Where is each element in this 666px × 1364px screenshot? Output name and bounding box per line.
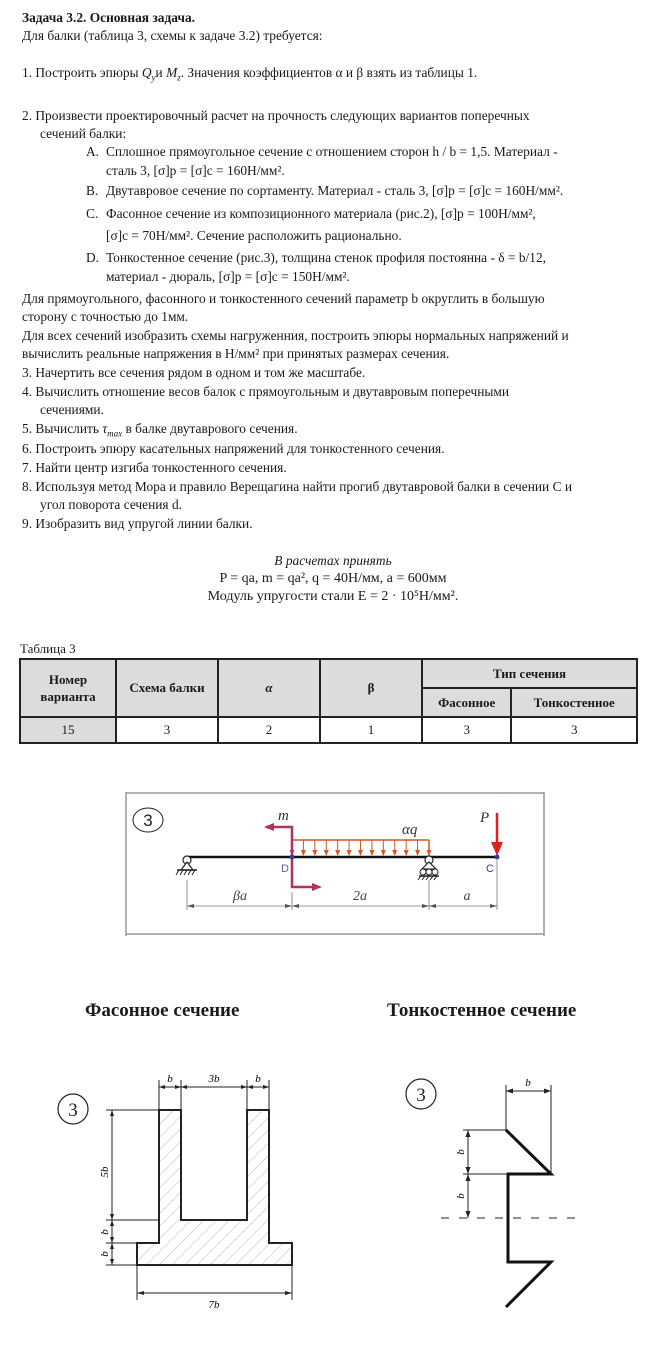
shaped-section-title: Фасонное сечение [85, 1000, 240, 1021]
pin-support [176, 856, 197, 875]
task-title: Задача 3.2. Основная задача. [22, 10, 195, 25]
dim-b-right: b [255, 1073, 261, 1085]
load-arrowhead [392, 850, 397, 856]
item-1-suffix: . Значения коэффициентов α и β взять из таблицы 1. [180, 65, 478, 80]
load-arrowhead [324, 850, 329, 856]
load-arrowhead [301, 850, 306, 856]
note-1-line2: сторону с точностью до 1мм. [22, 309, 189, 324]
header-thin: Тонкостенное [511, 688, 637, 717]
item-8-line2: угол поворота сечения d. [40, 497, 182, 512]
point-d [290, 855, 295, 860]
thin-section-title: Тонкостенное сечение [387, 1000, 577, 1021]
item-1-prefix: 1. Построить эпюры [22, 65, 142, 80]
thin-number: 3 [416, 1085, 426, 1106]
variant-a-line1: Сплошное прямоугольное сечение с отношением сторон h / b = 1,5. Материал - [106, 144, 558, 159]
cell-thin: 3 [511, 717, 637, 743]
item-2-line2: сечений балки: [40, 126, 127, 141]
load-arrowhead [312, 850, 317, 856]
item-5-suffix: в балке двутаврового сечения. [122, 421, 298, 436]
item-5 [22, 420, 298, 438]
cell-alpha: 2 [218, 717, 320, 743]
variant-c-letter: C. [86, 206, 99, 221]
load-arrowhead [347, 850, 352, 856]
item-4-line2: сечениями. [40, 402, 104, 417]
moment-arrowhead-right [312, 883, 322, 891]
header-variant-line2: варианта [40, 689, 96, 704]
point-c [495, 855, 500, 860]
distributed-load [290, 840, 432, 856]
dim-a: a [463, 889, 471, 904]
variant-b-line1: Двутавровое сечение по сортаменту. Материал - сталь 3, [σ]p = [σ]c = 160Н/мм². [106, 183, 564, 198]
header-alpha: α [218, 659, 320, 717]
section-number: 3 [68, 1100, 78, 1121]
dim-b-step1: b [99, 1229, 111, 1235]
variant-b-letter: B. [86, 183, 99, 198]
moment-arrowhead-left [264, 823, 274, 831]
shaped-profile [137, 1110, 292, 1265]
given-heading: В расчетах принять [274, 553, 392, 568]
cell-beta: 1 [320, 717, 422, 743]
variant-a-line2: сталь 3, [σ]p = [σ]c = 160Н/мм². [106, 163, 285, 178]
header-beta: β [320, 659, 422, 717]
thin-section-drawing [390, 1070, 610, 1320]
variant-d-letter: D. [86, 250, 100, 265]
load-arrowhead [335, 850, 340, 856]
item-5-prefix: 5. Вычислить [22, 421, 103, 436]
given-line2: Модуль упругости стали E = 2 · 10⁵Н/мм². [207, 589, 459, 604]
load-arrowhead [427, 850, 432, 856]
and-word: и [155, 65, 167, 80]
thin-profile [506, 1130, 551, 1307]
tau-symbol: τ [102, 421, 108, 436]
dim-3b: 3b [208, 1073, 220, 1085]
item-7: 7. Найти центр изгиба тонкостенного сечения. [22, 460, 287, 475]
thin-dim-width: b [525, 1077, 531, 1089]
variant-c-line2: [σ]c = 70Н/мм². Сечение расположить рационально. [106, 228, 402, 243]
header-variant [20, 659, 116, 717]
dim-2a: 2a [353, 889, 367, 904]
note-2-line2: вычислить реальные напряжения в Н/мм² при принятых размерах сечения. [22, 346, 450, 361]
moment-label: m [278, 808, 289, 824]
load-arrowhead [369, 850, 374, 856]
cell-shaped: 3 [422, 717, 511, 743]
tau-sub: max [107, 428, 123, 439]
m-symbol: M [166, 65, 178, 80]
table-caption: Таблица 3 [20, 641, 76, 656]
cell-variant: 15 [20, 717, 116, 743]
dim-5b: 5b [99, 1166, 111, 1178]
dim-b-left: b [167, 1073, 173, 1085]
item-8-line1: 8. Используя метод Мора и правило Верещагина найти прогиб двутавровой балки в сечении С и [22, 479, 573, 494]
variants-table [19, 658, 638, 744]
item-2-line1: 2. Произвести проектировочный расчет на прочность следующих вариантов поперечных [22, 108, 530, 123]
load-arrowhead [381, 850, 386, 856]
scheme-number: 3 [143, 811, 153, 830]
header-shaped: Фасонное [422, 688, 511, 717]
load-arrowhead [358, 850, 363, 856]
dim-b-step2: b [99, 1251, 111, 1257]
item-4-line1: 4. Вычислить отношение весов балок с прямоугольным и двутавровым поперечными [22, 384, 509, 399]
variant-a-letter: A. [86, 144, 100, 159]
header-scheme: Схема балки [116, 659, 218, 717]
task-intro: Для балки (таблица 3, схемы к задаче 3.2) требуется: [22, 28, 323, 43]
force-p-arrowhead [491, 842, 503, 856]
note-2-line1: Для всех сечений изобразить схемы нагруженния, построить эпюры нормальных напряжений и [22, 328, 569, 343]
variant-d-line2: материал - дюраль, [σ]p = [σ]c = 150Н/мм². [106, 269, 350, 284]
label-c: C [486, 863, 494, 875]
thin-dim-h1: b [455, 1149, 467, 1155]
note-1-line1: Для прямоугольного, фасонного и тонкостенного сечений параметр b округлить в большую [22, 291, 545, 306]
item-9: 9. Изобразить вид упругой линии балки. [22, 516, 253, 531]
roller-support [418, 856, 439, 880]
item-6: 6. Построить эпюру касательных напряжений для тонкостенного сечения. [22, 441, 445, 456]
header-section-type: Тип сечения [422, 659, 637, 688]
m-sub: z [177, 72, 181, 83]
dim-7b: 7b [208, 1299, 220, 1311]
q-sub: y [151, 72, 156, 83]
given-line1: P = qa, m = qa², q = 40Н/мм, a = 600мм [219, 571, 447, 586]
load-arrowhead [404, 850, 409, 856]
q-symbol: Q [141, 65, 152, 80]
variant-c-line1: Фасонное сечение из композиционного материала (рис.2), [σ]p = 100Н/мм², [106, 206, 536, 221]
beam-diagram [120, 780, 550, 950]
cell-scheme: 3 [116, 717, 218, 743]
shaped-section-drawing [20, 1060, 320, 1330]
force-p-label: P [480, 810, 490, 826]
dim-beta-a: βa [233, 889, 247, 904]
thin-dim-h2: b [455, 1193, 467, 1199]
table-row [20, 717, 637, 743]
variant-d-line1: Тонкостенное сечение (рис.3), толщина стенок профиля постоянна - δ = b/12, [106, 250, 546, 265]
label-d: D [281, 863, 289, 875]
load-label: αq [402, 822, 418, 838]
item-3: 3. Начертить все сечения рядом в одном и том же масштабе. [22, 365, 366, 380]
item-1 [22, 64, 477, 82]
load-arrowhead [415, 850, 420, 856]
header-variant-line1: Номер [48, 672, 88, 687]
